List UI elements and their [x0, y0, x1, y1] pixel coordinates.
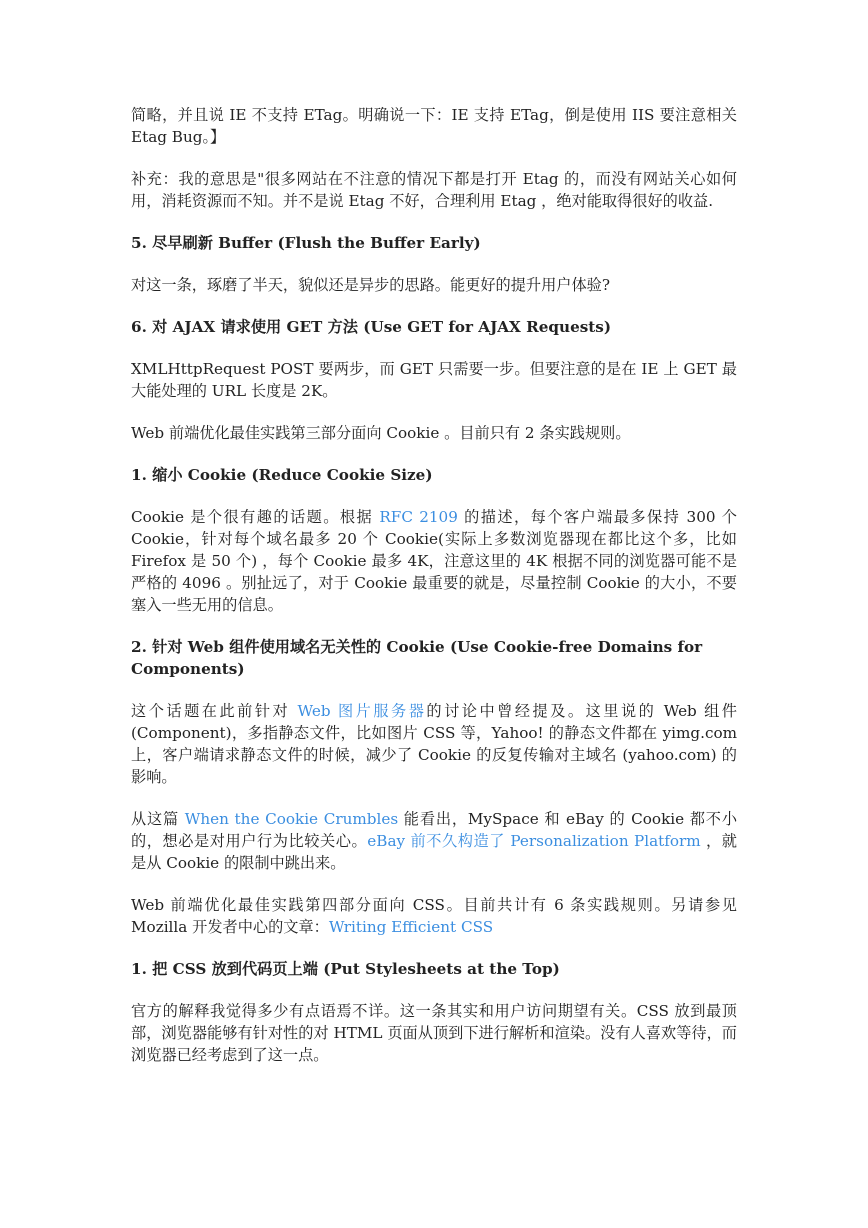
section-heading	[131, 958, 737, 980]
text-run: ，就是从 Cookie 的限制中跳出来。	[131, 832, 737, 872]
text-run: 补充：我的意思是"很多网站在不注意的情况下都是打开 Etag 的，而没有网站关心如何用，消耗资源而不知。并不是说 Etag 不好，合理利用 Etag ，绝对能取得很好的收益.	[131, 170, 737, 210]
text-run: 1. 把 CSS 放到代码页上端 (Put Stylesheets at the Top)	[131, 960, 560, 978]
text-run: 的讨论中曾经提及。这里说的 Web 组件(Component)，多指静态文件，比如图片 CSS 等，Yahoo! 的静态文件都在 yimg.com 上，客户端请求静态文件的时候，减少了 Cookie 的反复传输对主域名 (yahoo.com) 的影响。	[131, 702, 737, 786]
text-run: 从这篇	[131, 810, 185, 828]
section-heading	[131, 316, 737, 338]
text-run: 的描述，每个客户端最多保持 300 个 Cookie，针对每个域名最多 20 个 Cookie(实际上多数浏览器现在都比这个多，比如 Firefox 是 50 个) ，每个 Cookie 最多 4K，注意这里的 4K 根据不同的浏览器可能不是严格的 4096 。别扯远了，对于 Cookie 最重要的就是，尽量控制 Cookie 的大小，不要塞入一些无用的信息。	[131, 508, 737, 614]
text-run: 对这一条，琢磨了半天，貌似还是异步的思路。能更好的提升用户体验?	[131, 276, 610, 294]
paragraph	[131, 274, 737, 296]
text-run: 2. 针对 Web 组件使用域名无关性的 Cookie (Use Cookie-free Domains for Components)	[131, 638, 703, 678]
paragraph	[131, 422, 737, 444]
text-run: 6. 对 AJAX 请求使用 GET 方法 (Use GET for AJAX Requests)	[131, 318, 612, 336]
inline-link[interactable]: When the Cookie Crumbles	[184, 810, 399, 828]
text-run: 1. 缩小 Cookie (Reduce Cookie Size)	[131, 466, 433, 484]
inline-link[interactable]: RFC 2109	[379, 508, 458, 526]
paragraph	[131, 358, 737, 402]
text-run: 5. 尽早刷新 Buffer (Flush the Buffer Early)	[131, 234, 481, 252]
document-page	[131, 104, 737, 1086]
inline-link[interactable]: Writing Efficient CSS	[328, 918, 494, 936]
text-run: 能看出，MySpace 和 eBay 的 Cookie 都不小的，想必是对用户行为比较关心。	[131, 810, 738, 850]
inline-link[interactable]: eBay 前不久构造了 Personalization Platform	[367, 832, 701, 850]
section-heading	[131, 636, 737, 680]
text-run: 简略，并且说 IE 不支持 ETag。明确说一下：IE 支持 ETag，倒是使用 IIS 要注意相关 Etag Bug。】	[131, 106, 737, 146]
paragraph	[131, 506, 737, 616]
text-run: Cookie 是个很有趣的话题。根据	[131, 508, 380, 526]
text-run: Web 前端优化最佳实践第三部分面向 Cookie 。目前只有 2 条实践规则。	[131, 424, 631, 442]
text-run: 官方的解释我觉得多少有点语焉不详。这一条其实和用户访问期望有关。CSS 放到最顶部，浏览器能够有针对性的对 HTML 页面从顶到下进行解析和渲染。没有人喜欢等待，而浏览器已经考虑到了这一点。	[131, 1002, 737, 1064]
paragraph	[131, 104, 737, 148]
paragraph	[131, 808, 737, 874]
section-heading	[131, 232, 737, 254]
text-run: 这个话题在此前针对	[131, 702, 298, 720]
paragraph	[131, 894, 737, 938]
inline-link[interactable]: Web 图片服务器	[297, 702, 427, 720]
text-run: XMLHttpRequest POST 要两步，而 GET 只需要一步。但要注意的是在 IE 上 GET 最大能处理的 URL 长度是 2K。	[131, 360, 737, 400]
paragraph	[131, 168, 737, 212]
paragraph	[131, 1000, 737, 1066]
text-run: Web 前端优化最佳实践第四部分面向 CSS。目前共计有 6 条实践规则。另请参见 Mozilla 开发者中心的文章：	[131, 896, 737, 936]
section-heading	[131, 464, 737, 486]
paragraph	[131, 700, 737, 788]
